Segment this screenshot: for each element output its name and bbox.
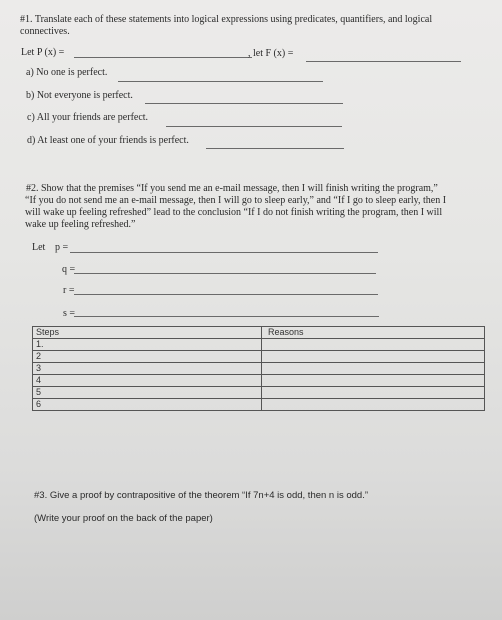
step-number: 5: [33, 387, 262, 399]
let-f-label: , let F (x) =: [248, 48, 294, 59]
table-row: [33, 387, 485, 399]
let-p-blank: [74, 57, 252, 58]
q3-text: #3. Give a proof by contrapositive of the theorem “If 7n+4 is odd, then n is odd.”: [34, 490, 369, 501]
q1-item-a: a) No one is perfect.: [26, 67, 108, 78]
q2-line2: “If you do not send me an e-mail message, then I will go to sleep early,” and “If I go to sleep early, then I: [25, 195, 447, 206]
q1-item-a-blank: [118, 81, 323, 82]
q1-item-b-blank: [145, 103, 343, 104]
table-row: [33, 399, 485, 411]
reason-cell: [262, 387, 485, 399]
step-number: 3: [33, 363, 262, 375]
q1-item-d-blank: [206, 148, 344, 149]
let-f-blank: [306, 61, 461, 62]
q3-note: (Write your proof on the back of the paper): [34, 513, 213, 524]
var-p-blank: [70, 252, 378, 253]
q1-item-b: b) Not everyone is perfect.: [26, 90, 133, 101]
let-p-label: Let P (x) =: [21, 47, 65, 58]
var-s-label: s =: [63, 308, 76, 319]
q2-line4: wake up feeling refreshed.”: [25, 219, 136, 230]
var-q-blank: [74, 273, 376, 274]
steps-reasons-table: [32, 326, 485, 411]
var-p-label: p =: [55, 242, 69, 253]
q1-item-c-blank: [166, 126, 342, 127]
var-s-blank: [74, 316, 379, 317]
reason-cell: [262, 351, 485, 363]
q1-heading-line1: #1. Translate each of these statements into logical expressions using predicates, quantifiers, and logical: [20, 14, 433, 25]
table-row: [33, 351, 485, 363]
q2-let-label: Let: [32, 242, 46, 253]
reason-cell: [262, 339, 485, 351]
q2-line1: #2. Show that the premises “If you send me an e-mail message, then I will finish writing the program,”: [26, 183, 438, 194]
steps-header: Steps: [33, 327, 262, 339]
reason-cell: [262, 363, 485, 375]
var-r-blank: [74, 294, 378, 295]
table-row: [33, 339, 485, 351]
table-row: [33, 363, 485, 375]
step-number: 2: [33, 351, 262, 363]
table-row: [33, 375, 485, 387]
q1-heading-line2: connectives.: [20, 26, 70, 37]
q1-item-c: c) All your friends are perfect.: [27, 112, 149, 123]
q2-line3: will wake up feeling refreshed” lead to the conclusion “If I do not finish writing the program, then I will: [25, 207, 443, 218]
var-q-label: q =: [62, 264, 76, 275]
table-header-row: [33, 327, 485, 339]
reason-cell: [262, 399, 485, 411]
reason-cell: [262, 375, 485, 387]
q1-item-d: d) At least one of your friends is perfect.: [27, 135, 189, 146]
var-r-label: r =: [63, 285, 75, 296]
step-number: 6: [33, 399, 262, 411]
step-number: 1.: [33, 339, 262, 351]
step-number: 4: [33, 375, 262, 387]
reasons-header: Reasons: [262, 327, 485, 339]
